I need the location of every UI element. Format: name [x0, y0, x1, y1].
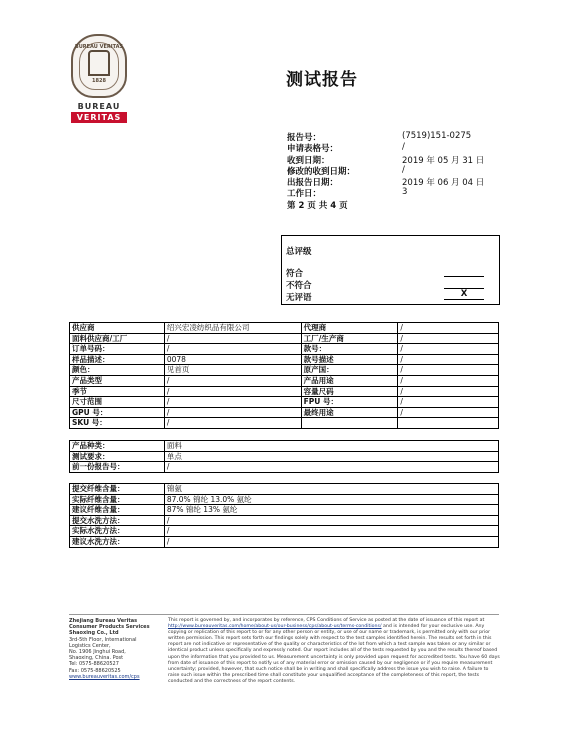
table-row	[70, 451, 499, 462]
field-label: 实际纤维含量：	[70, 494, 165, 505]
footer-address	[69, 618, 164, 680]
footer-address-line: Zhejiang Bureau Veritas	[69, 618, 138, 624]
table-row	[70, 441, 499, 452]
table-row	[70, 526, 499, 537]
field-value: /	[164, 407, 301, 418]
field-label: 实际水洗方法：	[70, 526, 165, 537]
field-value: /	[398, 365, 499, 376]
field-label: 尺寸范围	[70, 397, 165, 408]
terms-link[interactable]: http://www.bureauveritas.com/home/about-us/our-business/cps/about-us/terms-conditions/	[168, 624, 382, 630]
summary-box	[281, 235, 500, 305]
info-value: 2019 年 05 月 31 日	[402, 155, 485, 166]
table-row	[70, 515, 499, 526]
field-value	[398, 418, 499, 429]
field-value: /	[398, 375, 499, 386]
table-row	[70, 418, 499, 429]
footer-divider	[69, 614, 499, 615]
field-label: 款号：	[301, 344, 398, 355]
field-label: 前一份报告号：	[70, 462, 165, 473]
terms-text-2: and is intended for your exclusive use. Any copying or replication of this report to or for any other person or entity, or use of our name or trademark, is permitted only with our prior written permission. This report sets forth our findings solely with respect to the test samples identified herein. The results set forth in this report are not indicative or representative of the quality or characteristics of the lot from which a test sample was taken or any similar or identical product unless specifically and expressly noted. Our report includes all of the tests requested by you and the results thereof based upon the information that you provided to us. Measurement uncertainty is only provided upon request for accredited tests. You have 60 days from date of issuance of this report to notify us of any material error or omission caused by our negligence or if you require measurement uncertainty; provided, however, that such notice shall be in writing and shall specifically address the issue you wish to raise. A failure to raise such issue within the prescribed time shall constitute your unqualified acceptance of the completeness of this report, the tests conducted and the correctness of the report contents.	[168, 624, 500, 684]
footer-address-line: Shaoxing, China. Post	[69, 655, 124, 662]
info-value: (7519)151-0275	[402, 131, 472, 141]
summary-mark-fail	[444, 278, 484, 289]
info-label: 修改的收到日期：	[287, 166, 356, 177]
table-row	[70, 505, 499, 516]
brand-line1: BUREAU	[77, 102, 121, 111]
table-row	[70, 323, 499, 334]
table-row	[70, 407, 499, 418]
info-value: 2019 年 06 月 04 日	[402, 178, 485, 189]
field-value: /	[398, 333, 499, 344]
field-label: 款号描述	[301, 354, 398, 365]
field-value: /	[164, 526, 498, 537]
field-label: 订单号码：	[70, 344, 165, 355]
table-row	[70, 494, 499, 505]
summary-label-pass: 符合	[286, 269, 304, 279]
field-value: /	[164, 386, 301, 397]
field-value: /	[398, 407, 499, 418]
footer-address-line: www.bureauveritas.com/cps	[69, 673, 140, 680]
summary-title: 总评级	[286, 247, 312, 257]
footer-terms	[168, 618, 500, 685]
field-value: /	[398, 344, 499, 355]
field-value: /	[164, 333, 301, 344]
field-label: 供应商	[70, 323, 165, 334]
info-label: 工作日：	[287, 189, 322, 200]
product-table	[69, 440, 499, 473]
field-label: 容量尺码	[301, 386, 398, 397]
field-label: 样品描述：	[70, 354, 165, 365]
footer-address-line: 3rd-5th Floor, International	[69, 636, 137, 643]
page-count: 第 2 页 共 4 页	[287, 200, 348, 211]
table-row	[70, 386, 499, 397]
footer-address-line: Shaoxing Co., Ltd	[69, 630, 119, 637]
info-label: 收到日期：	[287, 155, 330, 166]
field-label: 测试要求：	[70, 451, 165, 462]
field-label: 产品用途	[301, 375, 398, 386]
field-value: 锦氨	[164, 484, 498, 495]
field-value: /	[398, 386, 499, 397]
info-value: 3	[402, 187, 408, 198]
page-title: 测试报告	[286, 70, 358, 90]
brand-line2: VERITAS	[71, 112, 128, 123]
seal-top-text: BUREAU VERITAS	[74, 44, 124, 50]
table-row	[70, 333, 499, 344]
field-value: 87.0% 锦纶 13.0% 氨纶	[164, 494, 498, 505]
summary-label-none: 无评语	[286, 293, 312, 303]
field-value: /	[164, 515, 498, 526]
table-row	[70, 354, 499, 365]
footer-address-line: Tel: 0575-88620527	[69, 661, 119, 668]
field-label: 提交纤维含量：	[70, 484, 165, 495]
field-value: 面料	[164, 441, 498, 452]
table-row	[70, 375, 499, 386]
table-row	[70, 462, 499, 473]
field-label: 建议纤维含量：	[70, 505, 165, 516]
field-label: 产品种类：	[70, 441, 165, 452]
bureau-veritas-logo	[64, 34, 134, 123]
field-value: 87% 锦纶 13% 氨纶	[164, 505, 498, 516]
field-label: 最终用途	[301, 407, 398, 418]
summary-label-fail: 不符合	[286, 281, 312, 291]
field-value: /	[398, 354, 499, 365]
footer-address-line: No. 1906 Jinghui Road,	[69, 649, 126, 656]
field-value: /	[398, 397, 499, 408]
summary-mark-none: X	[444, 289, 484, 300]
field-label: 建议水洗方法：	[70, 536, 165, 547]
table-row	[70, 344, 499, 355]
field-value: /	[164, 462, 498, 473]
field-value: 见首页	[164, 365, 301, 376]
field-value: /	[164, 536, 498, 547]
info-label: 申请表格号：	[287, 144, 339, 155]
table-row	[70, 365, 499, 376]
info-label: 出报告日期：	[287, 178, 339, 189]
field-label: 面料供应商/工厂	[70, 333, 165, 344]
field-label: FPU 号：	[301, 397, 398, 408]
terms-text-1: This report is governed by, and incorporates by reference, CPS Conditions of Service as posted at the date of issuance of this report at	[168, 618, 485, 623]
field-label: 产品类型	[70, 375, 165, 386]
info-value: /	[402, 142, 405, 153]
footer-address-line: Consumer Products Services	[69, 624, 150, 631]
footer-address-line: Fax: 0575-88620525	[69, 667, 121, 674]
seal-year: 1828	[92, 78, 106, 84]
sample-info-table	[69, 322, 499, 429]
field-label: 代理商	[301, 323, 398, 334]
field-value: /	[164, 418, 301, 429]
table-row	[70, 536, 499, 547]
field-label: 工厂/生产商	[301, 333, 398, 344]
field-label: 原产国：	[301, 365, 398, 376]
seal-icon	[71, 34, 127, 98]
field-value: /	[398, 323, 499, 334]
field-label: GPU 号：	[70, 407, 165, 418]
footer-address-line: Logistics Center,	[69, 642, 111, 649]
field-value: /	[164, 397, 301, 408]
field-value: 绍兴宏凌纺织品有限公司	[164, 323, 301, 334]
field-label: 提交水洗方法：	[70, 515, 165, 526]
summary-mark-pass	[444, 266, 484, 277]
info-label: 报告号：	[287, 133, 322, 143]
field-label: 季节	[70, 386, 165, 397]
info-value: /	[402, 164, 405, 175]
field-label: 颜色：	[70, 365, 165, 376]
table-row	[70, 397, 499, 408]
field-value: /	[164, 344, 301, 355]
field-label: SKU 号：	[70, 418, 165, 429]
field-value: 0078	[164, 354, 301, 365]
field-value: /	[164, 375, 301, 386]
field-value: 单点	[164, 451, 498, 462]
table-row	[70, 484, 499, 495]
fiber-table	[69, 483, 499, 548]
field-label	[301, 418, 398, 429]
